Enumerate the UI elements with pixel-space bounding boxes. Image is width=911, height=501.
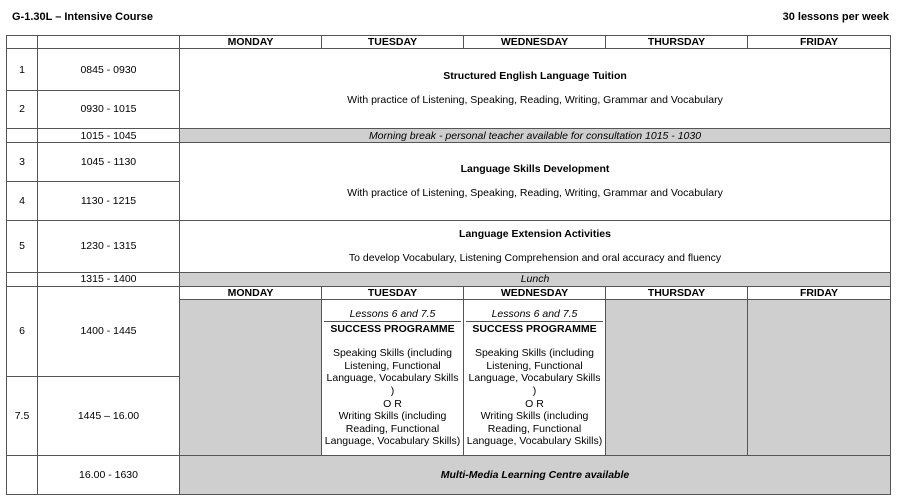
lesson-number: 1 xyxy=(7,49,38,90)
day-friday: FRIDAY xyxy=(748,36,891,49)
lesson-time: 1445 – 16.00 xyxy=(38,377,180,455)
success-programme-wednesday xyxy=(464,300,606,456)
lessons-tag: Lessons 6 and 7.5 xyxy=(324,307,461,322)
timetable xyxy=(6,35,891,495)
blank-cell xyxy=(7,455,38,494)
lunch-row xyxy=(7,273,891,286)
break-row xyxy=(7,128,891,142)
blank-cell xyxy=(7,36,38,49)
multimedia-time: 16.00 - 1630 xyxy=(38,455,180,494)
lunch-time: 1315 - 1400 xyxy=(38,273,180,286)
lunch-break: Lunch xyxy=(180,273,891,286)
lesson-time: 1045 - 1130 xyxy=(38,143,180,182)
programme-title: SUCCESS PROGRAMME xyxy=(330,322,455,335)
session-description: With practice of Listening, Speaking, Reading, Writing, Grammar and Vocabulary xyxy=(347,94,723,107)
lesson-time: 1130 - 1215 xyxy=(38,182,180,220)
day-tuesday: TUESDAY xyxy=(322,36,464,49)
lesson-time: 0845 - 0930 xyxy=(38,49,180,90)
lesson-number: 3 xyxy=(7,143,38,182)
lesson-time: 0930 - 1015 xyxy=(38,90,180,128)
lesson-time: 1230 - 1315 xyxy=(38,220,180,273)
multimedia-centre: Multi-Media Learning Centre available xyxy=(180,455,891,494)
or-separator: O R xyxy=(525,397,544,410)
lesson-number: 6 xyxy=(7,286,38,377)
or-separator: O R xyxy=(383,397,402,410)
day-wednesday: WEDNESDAY xyxy=(464,36,606,49)
lesson-row xyxy=(7,143,891,182)
break-time: 1015 - 1045 xyxy=(38,128,180,142)
speaking-skills: Speaking Skills (including Listening, Functional Language, Vocabulary Skills ) xyxy=(326,347,459,398)
empty-slot-thursday xyxy=(606,300,748,456)
lesson-number: 5 xyxy=(7,220,38,273)
session-extension-activities xyxy=(180,220,891,273)
session-description: With practice of Listening, Speaking, Reading, Writing, Grammar and Vocabulary xyxy=(347,186,723,199)
session-title: Structured English Language Tuition xyxy=(443,70,627,83)
day-friday: FRIDAY xyxy=(748,286,891,299)
lesson-number: 2 xyxy=(7,90,38,128)
session-description: To develop Vocabulary, Listening Comprehension and oral accuracy and fluency xyxy=(348,251,722,264)
lesson-row xyxy=(7,220,891,273)
day-tuesday: TUESDAY xyxy=(322,286,464,299)
empty-slot-monday xyxy=(180,300,322,456)
lesson-time: 1400 - 1445 xyxy=(38,286,180,377)
day-thursday: THURSDAY xyxy=(606,36,748,49)
blank-cell xyxy=(38,36,180,49)
course-title: G-1.30L – Intensive Course xyxy=(12,11,154,23)
session-title: Language Skills Development xyxy=(460,162,610,175)
session-structured-tuition xyxy=(180,49,891,128)
day-monday: MONDAY xyxy=(180,286,322,299)
lesson-row xyxy=(7,49,891,90)
writing-skills: Writing Skills (including Reading, Functional Language, Vocabulary Skills) xyxy=(466,410,603,448)
writing-skills: Writing Skills (including Reading, Functional Language, Vocabulary Skills) xyxy=(324,410,461,448)
lessons-per-week: 30 lessons per week xyxy=(782,11,889,23)
success-programme-tuesday xyxy=(322,300,464,456)
blank-cell xyxy=(7,128,38,142)
lessons-tag: Lessons 6 and 7.5 xyxy=(466,307,603,322)
lesson-number: 4 xyxy=(7,182,38,220)
day-header-row xyxy=(7,286,891,299)
day-monday: MONDAY xyxy=(180,36,322,49)
day-header-row xyxy=(7,36,891,49)
speaking-skills: Speaking Skills (including Listening, Functional Language, Vocabulary Skills ) xyxy=(468,347,601,398)
empty-slot-friday xyxy=(748,300,891,456)
blank-cell xyxy=(7,273,38,286)
multimedia-row xyxy=(7,455,891,494)
session-skills-development xyxy=(180,143,891,220)
programme-title: SUCCESS PROGRAMME xyxy=(472,322,597,335)
day-thursday: THURSDAY xyxy=(606,286,748,299)
day-wednesday: WEDNESDAY xyxy=(464,286,606,299)
lesson-number: 7.5 xyxy=(7,377,38,455)
morning-break: Morning break - personal teacher available for consultation 1015 - 1030 xyxy=(180,128,891,142)
session-title: Language Extension Activities xyxy=(459,227,611,240)
